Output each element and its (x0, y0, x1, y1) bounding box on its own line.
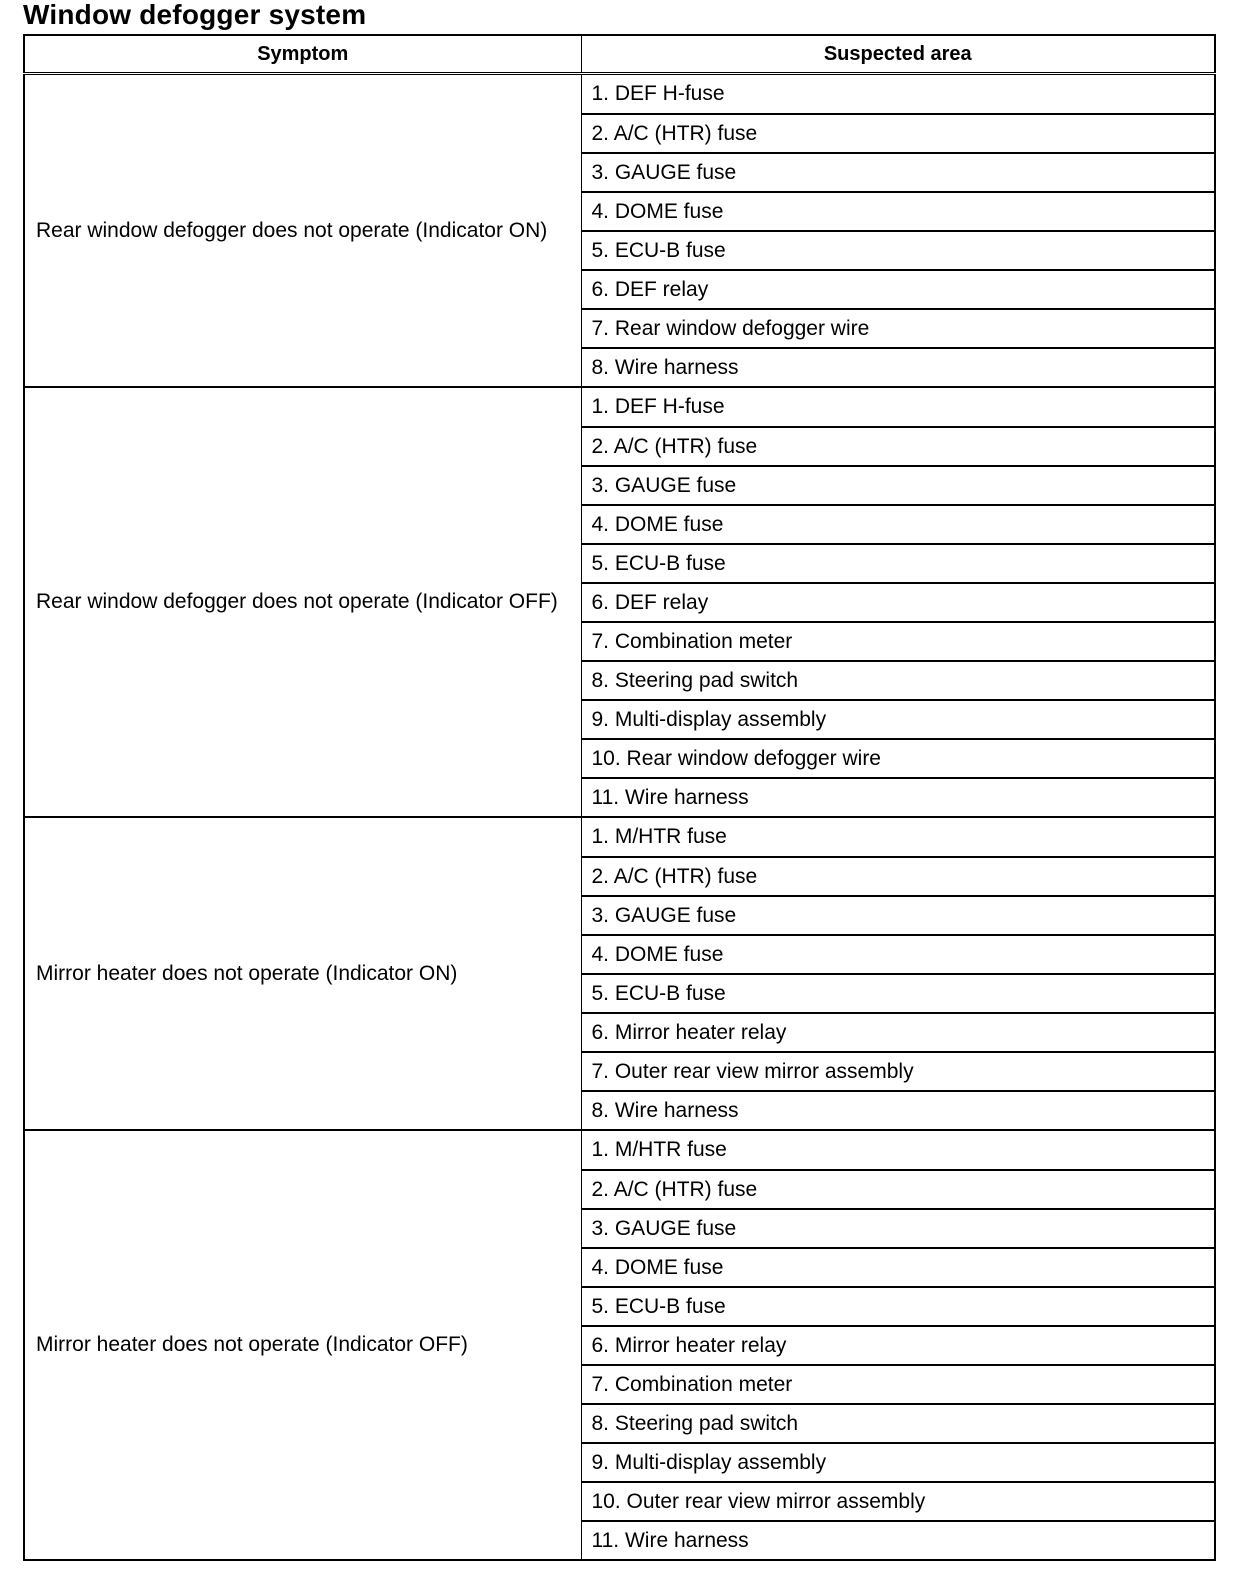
suspected-area-cell: 6. Mirror heater relay (581, 1326, 1215, 1365)
suspected-area-cell: 4. DOME fuse (581, 505, 1215, 544)
suspected-area-cell: 1. M/HTR fuse (581, 1130, 1215, 1170)
suspected-area-cell: 8. Wire harness (581, 1091, 1215, 1130)
header-suspected-area: Suspected area (581, 35, 1215, 74)
problem-symptoms-table (23, 34, 1216, 1561)
suspected-area-cell: 1. DEF H-fuse (581, 387, 1215, 427)
suspected-area-cell: 5. ECU-B fuse (581, 974, 1215, 1013)
suspected-area-cell: 6. DEF relay (581, 583, 1215, 622)
suspected-area-cell: 7. Outer rear view mirror assembly (581, 1052, 1215, 1091)
suspected-area-cell: 2. A/C (HTR) fuse (581, 1170, 1215, 1209)
suspected-area-cell: 3. GAUGE fuse (581, 896, 1215, 935)
suspected-area-cell: 8. Wire harness (581, 348, 1215, 387)
suspected-area-cell: 1. M/HTR fuse (581, 817, 1215, 857)
suspected-area-cell: 3. GAUGE fuse (581, 153, 1215, 192)
suspected-area-cell: 10. Rear window defogger wire (581, 739, 1215, 778)
suspected-area-cell: 3. GAUGE fuse (581, 1209, 1215, 1248)
symptom-cell: Rear window defogger does not operate (Indicator OFF) (24, 387, 581, 817)
suspected-area-cell: 2. A/C (HTR) fuse (581, 857, 1215, 896)
suspected-area-cell: 4. DOME fuse (581, 1248, 1215, 1287)
suspected-area-cell: 7. Combination meter (581, 1365, 1215, 1404)
table-body (24, 74, 1215, 1561)
suspected-area-cell: 2. A/C (HTR) fuse (581, 427, 1215, 466)
table-row (24, 817, 1215, 857)
document-title: Window defogger system (23, 0, 367, 30)
symptom-cell: Mirror heater does not operate (Indicator ON) (24, 817, 581, 1130)
suspected-area-cell: 11. Wire harness (581, 778, 1215, 817)
suspected-area-cell: 2. A/C (HTR) fuse (581, 114, 1215, 153)
suspected-area-cell: 6. DEF relay (581, 270, 1215, 309)
table-row (24, 74, 1215, 115)
suspected-area-cell: 9. Multi-display assembly (581, 700, 1215, 739)
table-row (24, 1130, 1215, 1170)
header-row (24, 35, 1215, 74)
suspected-area-cell: 5. ECU-B fuse (581, 1287, 1215, 1326)
suspected-area-cell: 8. Steering pad switch (581, 661, 1215, 700)
table-row (24, 387, 1215, 427)
suspected-area-cell: 7. Rear window defogger wire (581, 309, 1215, 348)
suspected-area-cell: 1. DEF H-fuse (581, 74, 1215, 115)
suspected-area-cell: 11. Wire harness (581, 1521, 1215, 1560)
suspected-area-cell: 3. GAUGE fuse (581, 466, 1215, 505)
symptom-cell: Rear window defogger does not operate (Indicator ON) (24, 74, 581, 388)
suspected-area-cell: 4. DOME fuse (581, 192, 1215, 231)
table-header (24, 35, 1215, 74)
suspected-area-cell: 4. DOME fuse (581, 935, 1215, 974)
header-symptom: Symptom (24, 35, 581, 74)
suspected-area-cell: 6. Mirror heater relay (581, 1013, 1215, 1052)
suspected-area-cell: 9. Multi-display assembly (581, 1443, 1215, 1482)
suspected-area-cell: 5. ECU-B fuse (581, 544, 1215, 583)
suspected-area-cell: 7. Combination meter (581, 622, 1215, 661)
suspected-area-cell: 5. ECU-B fuse (581, 231, 1215, 270)
symptom-cell: Mirror heater does not operate (Indicator OFF) (24, 1130, 581, 1560)
suspected-area-cell: 8. Steering pad switch (581, 1404, 1215, 1443)
suspected-area-cell: 10. Outer rear view mirror assembly (581, 1482, 1215, 1521)
